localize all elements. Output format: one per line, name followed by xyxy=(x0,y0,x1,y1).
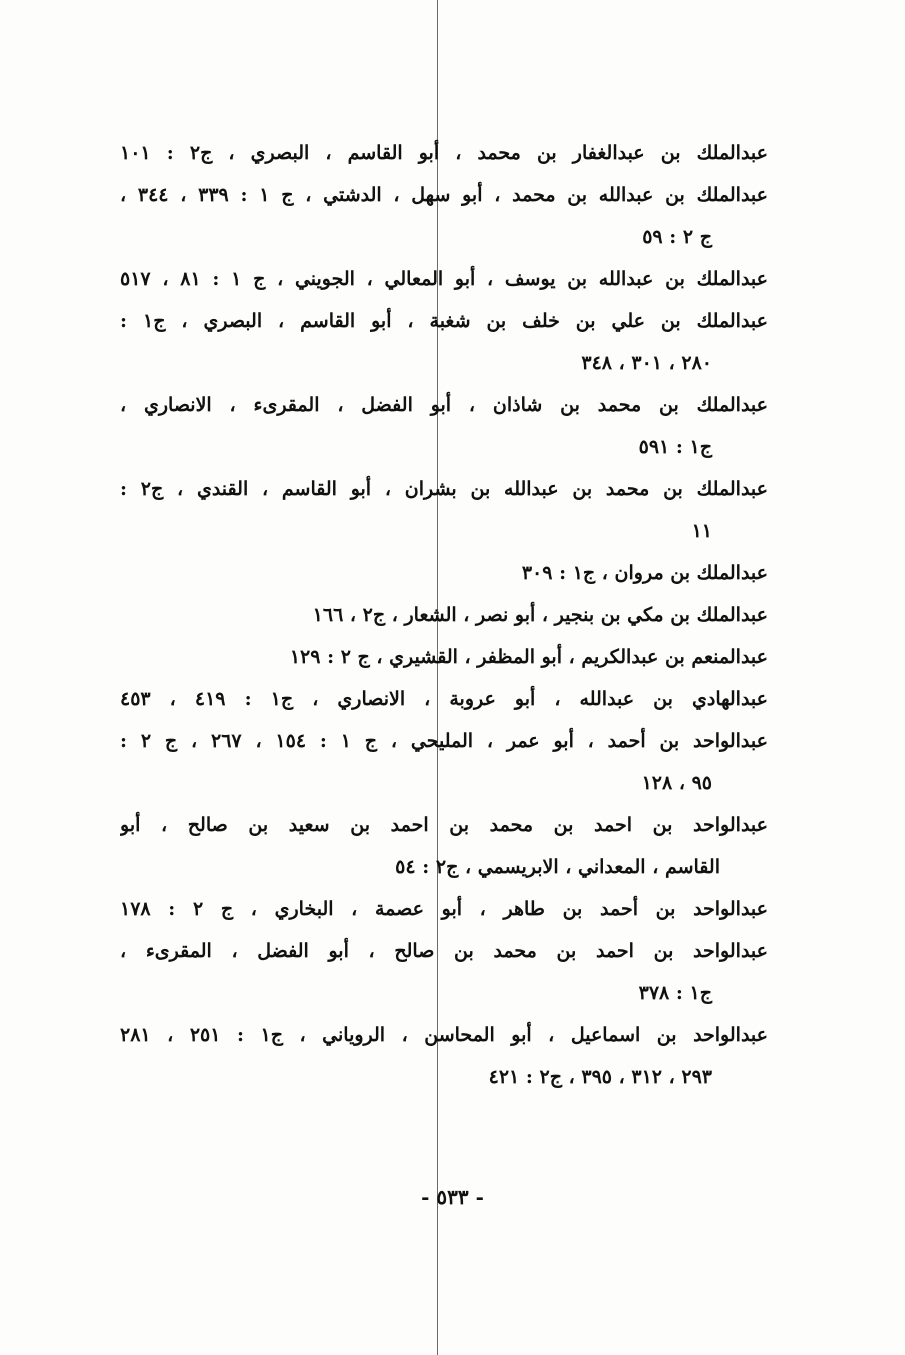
entry-line: عبدالملك بن محمد بن شاذان ، أبو الفضل ، المقرىء ، الانصاري ، xyxy=(120,394,768,416)
entry-line: عبدالواحد بن احمد بن محمد بن احمد بن سعيد بن صالح ، أبو xyxy=(120,814,768,836)
entry-line: عبدالملك بن عبدالغفار بن محمد ، أبو القاسم ، البصري ، ج٢ : ١٠١ xyxy=(120,142,768,164)
index-entry xyxy=(120,132,768,174)
index-entry xyxy=(120,930,768,1014)
entry-line: عبدالملك بن مكي بن بنجير ، أبو نصر ، الشعار ، ج٢ ، ١٦٦ xyxy=(312,604,768,626)
entry-line: عبدالملك بن علي بن خلف بن شغبة ، أبو القاسم ، البصري ، ج١ : xyxy=(120,310,768,332)
entry-line: عبدالملك بن محمد بن عبدالله بن بشران ، أبو القاسم ، القندي ، ج٢ : xyxy=(120,478,768,500)
entry-line: عبدالهادي بن عبدالله ، أبو عروبة ، الانصاري ، ج١ : ٤١٩ ، ٤٥٣ xyxy=(120,688,768,710)
entry-continuation-line: ١١ xyxy=(691,520,712,542)
entry-line: عبدالملك بن عبدالله بن يوسف ، أبو المعالي ، الجويني ، ج ١ : ٨١ ، ٥١٧ xyxy=(120,268,768,290)
entry-continuation-line: ٩٥ ، ١٢٨ xyxy=(641,772,712,794)
entry-line: عبدالملك بن عبدالله بن محمد ، أبو سهل ، الدشتي ، ج ١ : ٣٣٩ ، ٣٤٤ ، xyxy=(120,184,768,206)
index-entry xyxy=(120,300,768,384)
entry-continuation-line: ج١ : ٣٧٨ xyxy=(638,982,712,1004)
index-entry xyxy=(120,720,768,804)
entry-line: عبدالملك بن مروان ، ج١ : ٣٠٩ xyxy=(521,562,768,584)
entry-line: عبدالمنعم بن عبدالكريم ، أبو المظفر ، القشيري ، ج ٢ : ١٢٩ xyxy=(289,646,768,668)
index-entry xyxy=(120,468,768,552)
index-entry xyxy=(120,1014,768,1098)
entry-continuation-line: القاسم ، المعداني ، الابريسمي ، ج٢ : ٥٤ xyxy=(395,856,720,878)
entry-line: عبدالواحد بن احمد بن محمد بن صالح ، أبو الفضل ، المقرىء ، xyxy=(120,940,768,962)
index-entry xyxy=(120,552,768,594)
index-entry xyxy=(120,258,768,300)
entry-continuation-line: ٢٩٣ ، ٣١٢ ، ٣٩٥ ، ج٢ : ٤٢١ xyxy=(488,1066,712,1088)
entry-continuation-line: ج ٢ : ٥٩ xyxy=(642,226,712,248)
index-entry xyxy=(120,804,768,888)
entry-continuation-line: ٢٨٠ ، ٣٠١ ، ٣٤٨ xyxy=(581,352,712,374)
entry-line: عبدالواحد بن أحمد بن طاهر ، أبو عصمة ، البخاري ، ج ٢ : ١٧٨ xyxy=(120,898,768,920)
entry-line: عبدالواحد بن اسماعيل ، أبو المحاسن ، الروياني ، ج١ : ٢٥١ ، ٢٨١ xyxy=(120,1024,768,1046)
index-entry xyxy=(120,888,768,930)
page-number: - ٥٣٣ - xyxy=(421,1185,484,1209)
index-entry xyxy=(120,174,768,258)
index-entries xyxy=(120,132,768,1098)
entry-continuation-line: ج١ : ٥٩١ xyxy=(638,436,712,458)
index-entry xyxy=(120,594,768,636)
index-entry xyxy=(120,636,768,678)
index-entry xyxy=(120,384,768,468)
index-entry xyxy=(120,678,768,720)
entry-line: عبدالواحد بن أحمد ، أبو عمر ، المليحي ، ج ١ : ١٥٤ ، ٢٦٧ ، ج ٢ : xyxy=(120,730,768,752)
